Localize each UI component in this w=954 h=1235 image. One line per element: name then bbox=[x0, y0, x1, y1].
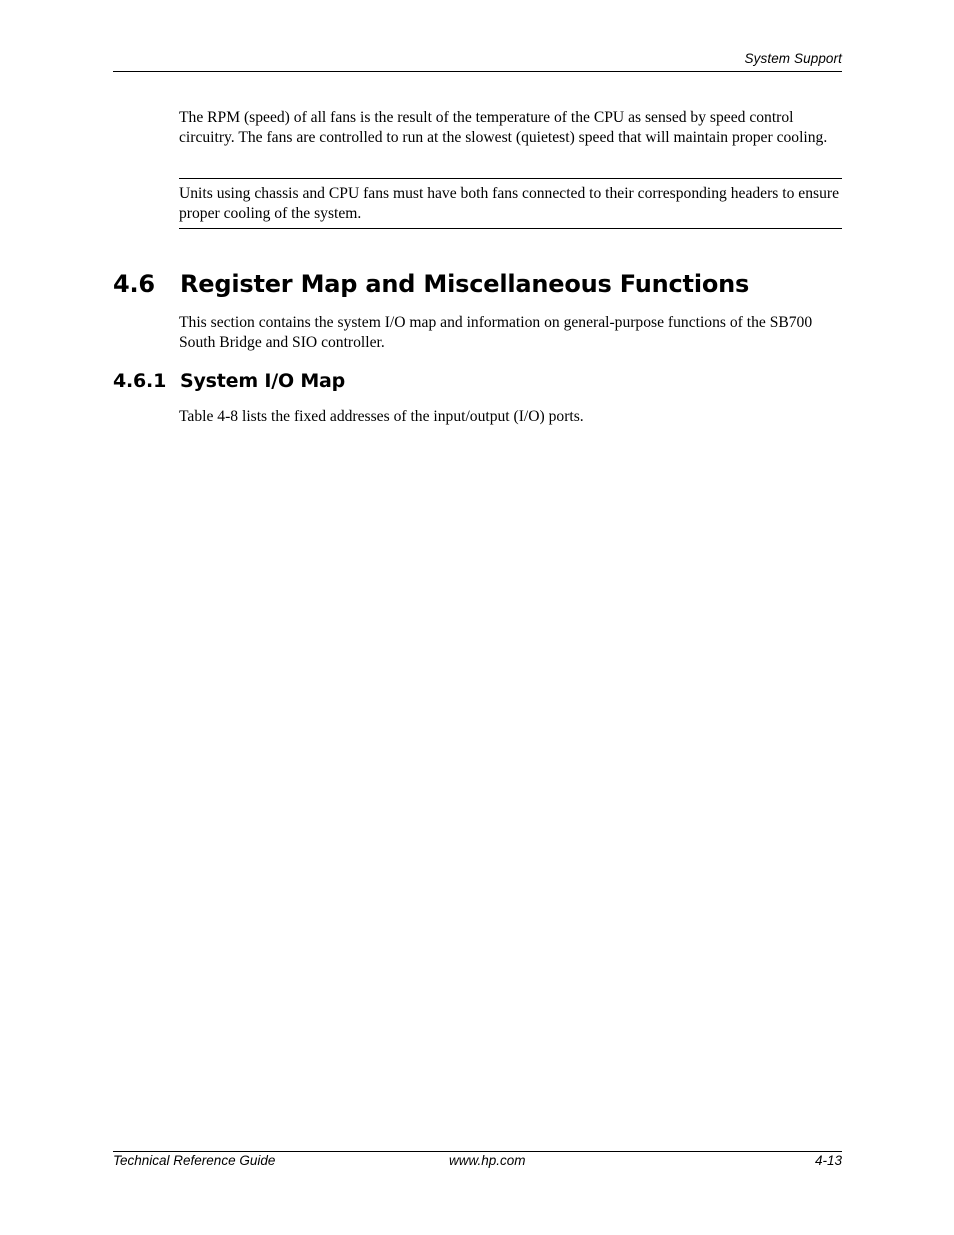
subsection-heading bbox=[113, 367, 345, 395]
footer-left: Technical Reference Guide bbox=[113, 1153, 276, 1168]
section-title: Register Map and Miscellaneous Functions bbox=[180, 270, 750, 298]
section-number: 4.6 bbox=[113, 270, 155, 298]
running-header: System Support bbox=[744, 51, 842, 66]
note-text: Units using chassis and CPU fans must have both fans connected to their corresponding headers to ensure proper cooling of the system. bbox=[179, 185, 839, 222]
page-number: 4-13 bbox=[814, 1153, 842, 1168]
footer-divider bbox=[113, 1151, 842, 1152]
subsection-number: 4.6.1 bbox=[113, 370, 167, 392]
footer-url: www.hp.com bbox=[449, 1153, 526, 1168]
io-map-intro-paragraph: Table 4-8 lists the fixed addresses of the input/output (I/O) ports. bbox=[179, 408, 584, 425]
section-heading bbox=[113, 266, 749, 302]
header-divider bbox=[113, 71, 842, 72]
fan-rpm-paragraph: The RPM (speed) of all fans is the result of the temperature of the CPU as sensed by speed control circuitry. The fans are controlled to run at the slowest (quietest) speed that will maintain proper cooling. bbox=[179, 109, 828, 146]
subsection-title: System I/O Map bbox=[180, 370, 346, 392]
section-intro-paragraph: This section contains the system I/O map and information on general-purpose functions of the SB700 South Bridge and SIO controller. bbox=[179, 314, 813, 351]
note-box bbox=[179, 178, 842, 229]
